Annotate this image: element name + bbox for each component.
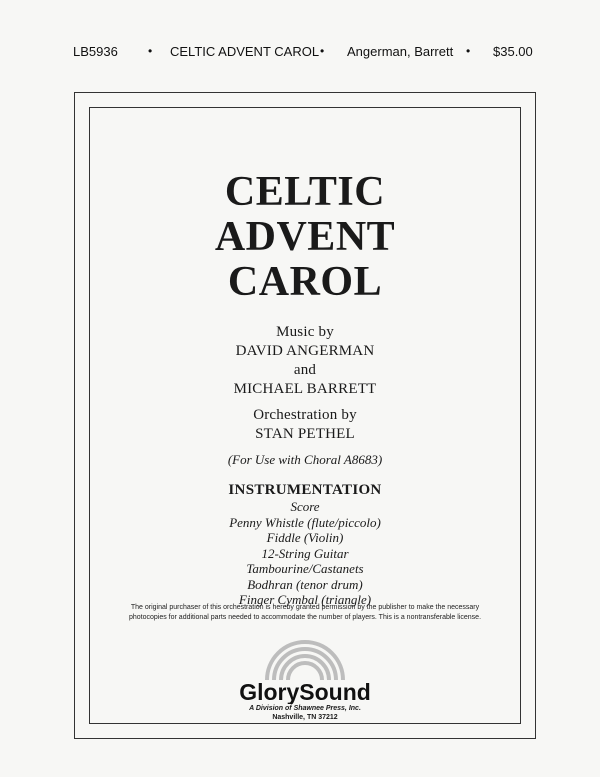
separator-3: • (466, 44, 471, 58)
header-bar (0, 44, 600, 62)
credits (89, 323, 521, 444)
glorysound-logo (205, 636, 405, 721)
instrument-item: Fiddle (Violin) (266, 530, 344, 545)
instrument-item: Penny Whistle (flute/piccolo) (229, 514, 381, 530)
instrumentation-list (89, 499, 521, 608)
instrument-item: Tambourine/Castanets (246, 561, 364, 576)
license-line: photocopies for additional parts needed to accommodate the number of players. This is a nontransferable license. (128, 614, 482, 621)
choral-note: (For Use with Choral A8683) (227, 452, 383, 467)
title-line: CELTIC (224, 169, 386, 215)
composer-name: MICHAEL BARRETT (233, 381, 377, 397)
license-notice (89, 603, 521, 623)
license-line: The original purchaser of this orchestration is hereby granted permission by the publisher to make the necessary (130, 604, 480, 611)
instrument-item: Finger Cymbal (triangle) (238, 592, 372, 607)
header-title: CELTIC ADVENT CAROL (170, 44, 320, 59)
instrument-item: 12-String Guitar (261, 545, 349, 561)
title-line: ADVENT (214, 214, 396, 260)
sunburst-logo-icon (205, 636, 405, 704)
catalog-number: LB5936 (73, 44, 118, 59)
publisher-division: A Division of Shawnee Press, Inc. (249, 705, 361, 712)
price: $35.00 (493, 44, 533, 59)
main-title (89, 170, 521, 305)
title-line: CAROL (227, 259, 383, 305)
composer-name: DAVID ANGERMAN (235, 343, 375, 359)
separator-1: • (148, 44, 153, 58)
instrument-item: Score (290, 499, 320, 514)
instrument-item: Bodhran (tenor drum) (247, 576, 363, 592)
logo-wordmark: GlorySound (239, 679, 371, 704)
header-composers: Angerman, Barrett (347, 44, 454, 59)
separator-2: • (320, 44, 325, 58)
orchestration-by-label: Orchestration by (253, 407, 357, 423)
orchestrator-name: STAN PETHEL (255, 426, 355, 442)
and-label: and (293, 362, 317, 378)
publisher-location: Nashville, TN 37212 (272, 714, 338, 721)
instrumentation-heading: INSTRUMENTATION (228, 482, 382, 498)
music-by-label: Music by (276, 324, 334, 340)
